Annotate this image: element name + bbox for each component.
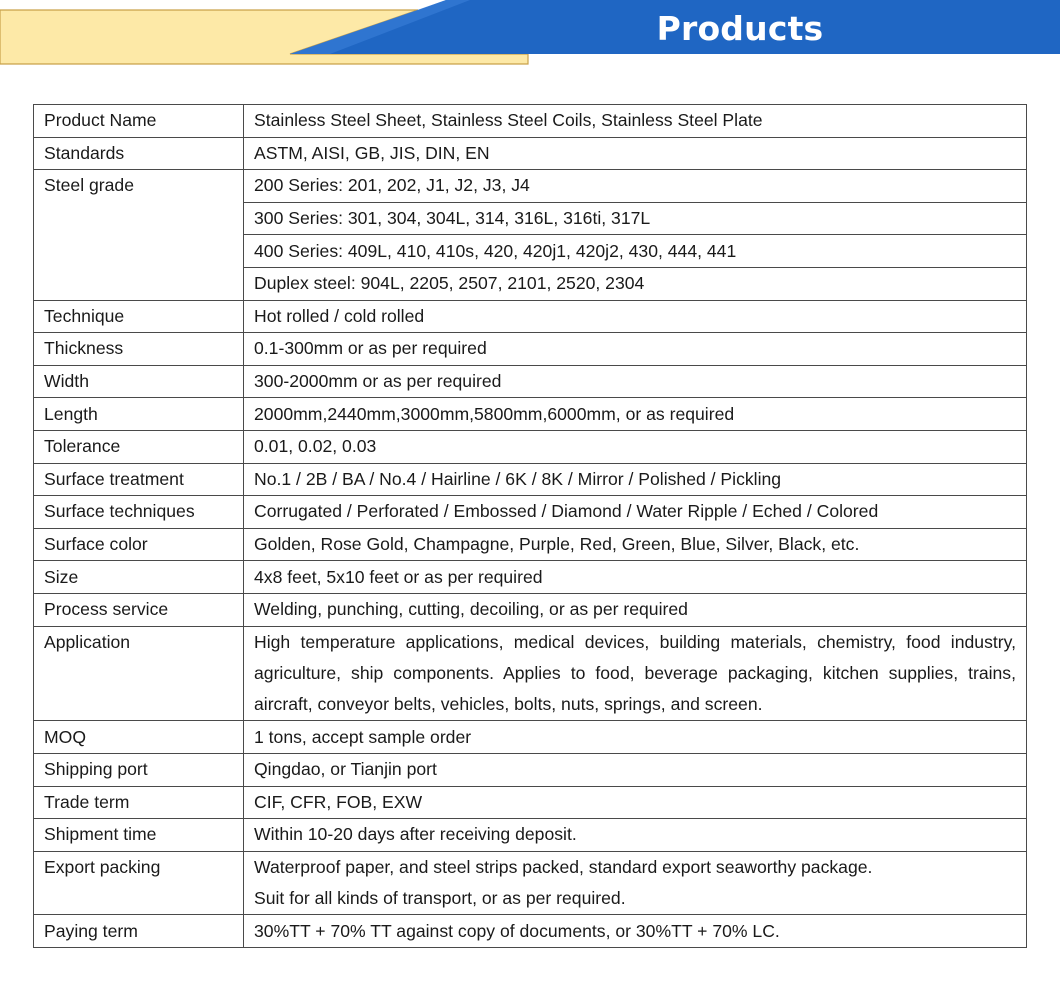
row-label: Standards: [34, 137, 244, 170]
row-value: High temperature applications, medical devices, building materials, chemistry, food industry, agriculture, ship components. Applies to food, beverage packaging, kitchen supplies, trains, aircraft, conveyor belts, vehicles, bolts, nuts, springs, and screen.: [244, 626, 1027, 721]
table-row: [34, 753, 1027, 786]
row-label: Size: [34, 561, 244, 594]
page-title: Products Parameters: [631, 9, 849, 94]
row-value: ASTM, AISI, GB, JIS, DIN, EN: [244, 137, 1027, 170]
table-row: [34, 300, 1027, 333]
table-row: [34, 593, 1027, 626]
row-label: Paying term: [34, 915, 244, 948]
row-label: MOQ: [34, 721, 244, 754]
table-row: [34, 626, 1027, 721]
table-row: [34, 137, 1027, 170]
row-label: Shipping port: [34, 753, 244, 786]
table-row: [34, 430, 1027, 463]
row-value: Corrugated / Perforated / Embossed / Diamond / Water Ripple / Eched / Colored: [244, 496, 1027, 529]
row-value: Within 10-20 days after receiving deposit.: [244, 819, 1027, 852]
table-row: [34, 915, 1027, 948]
row-value: 0.01, 0.02, 0.03: [244, 430, 1027, 463]
table-row: [34, 496, 1027, 529]
table-row: [34, 851, 1027, 915]
table-row: [34, 721, 1027, 754]
row-value: 300-2000mm or as per required: [244, 365, 1027, 398]
row-value: 300 Series: 301, 304, 304L, 314, 316L, 316ti, 317L: [244, 202, 1027, 235]
table-row: [34, 528, 1027, 561]
row-value: CIF, CFR, FOB, EXW: [244, 786, 1027, 819]
row-value-line: Waterproof paper, and steel strips packed, standard export seaworthy package.: [254, 856, 873, 877]
table-row: [34, 333, 1027, 366]
table-row: [34, 365, 1027, 398]
table-row: [34, 819, 1027, 852]
table-row: [34, 170, 1027, 203]
row-value: Stainless Steel Sheet, Stainless Steel Coils, Stainless Steel Plate: [244, 105, 1027, 138]
table-row: [34, 561, 1027, 594]
row-label: Tolerance: [34, 430, 244, 463]
row-label: Length: [34, 398, 244, 431]
row-label: Export packing: [34, 851, 244, 915]
row-value: 2000mm,2440mm,3000mm,5800mm,6000mm, or as required: [244, 398, 1027, 431]
row-value: Welding, punching, cutting, decoiling, or as per required: [244, 593, 1027, 626]
row-label: Width: [34, 365, 244, 398]
row-value: 200 Series: 201, 202, J1, J2, J3, J4: [244, 170, 1027, 203]
row-value: Qingdao, or Tianjin port: [244, 753, 1027, 786]
row-value-line: Suit for all kinds of transport, or as per required.: [254, 888, 626, 909]
row-value: 4x8 feet, 5x10 feet or as per required: [244, 561, 1027, 594]
row-label: Product Name: [34, 105, 244, 138]
row-label: Steel grade: [34, 170, 244, 300]
row-label: Trade term: [34, 786, 244, 819]
row-value: Hot rolled / cold rolled: [244, 300, 1027, 333]
table-row: [34, 105, 1027, 138]
row-value: Golden, Rose Gold, Champagne, Purple, Red, Green, Blue, Silver, Black, etc.: [244, 528, 1027, 561]
table-row: [34, 398, 1027, 431]
row-value: 30%TT + 70% TT against copy of documents, or 30%TT + 70% LC.: [244, 915, 1027, 948]
row-value: No.1 / 2B / BA / No.4 / Hairline / 6K / 8K / Mirror / Polished / Pickling: [244, 463, 1027, 496]
row-label: Shipment time: [34, 819, 244, 852]
table-row: [34, 786, 1027, 819]
row-label: Thickness: [34, 333, 244, 366]
row-label: Application: [34, 626, 244, 721]
row-value: 0.1-300mm or as per required: [244, 333, 1027, 366]
table-row: [34, 463, 1027, 496]
row-value: 400 Series: 409L, 410, 410s, 420, 420j1, 420j2, 430, 444, 441: [244, 235, 1027, 268]
row-label: Process service: [34, 593, 244, 626]
header-banner: [0, 0, 1060, 94]
row-value: 1 tons, accept sample order: [244, 721, 1027, 754]
row-label: Surface treatment: [34, 463, 244, 496]
row-label: Surface techniques: [34, 496, 244, 529]
row-value: [244, 851, 1027, 915]
row-value: Duplex steel: 904L, 2205, 2507, 2101, 2520, 2304: [244, 267, 1027, 300]
row-label: Surface color: [34, 528, 244, 561]
products-parameters-table: [33, 104, 1027, 948]
row-label: Technique: [34, 300, 244, 333]
